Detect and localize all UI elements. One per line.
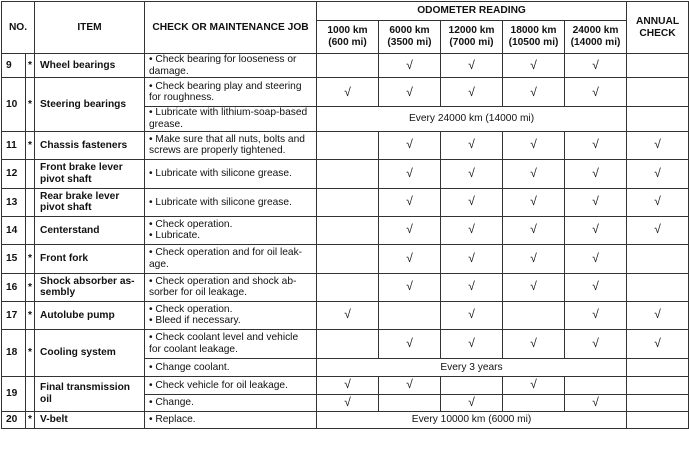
row-star: * <box>26 301 35 329</box>
check-mark-icon: √ <box>406 84 413 99</box>
check-mark-icon: √ <box>592 394 599 409</box>
row-number: 9 <box>2 54 26 78</box>
check-mark-icon: √ <box>592 137 599 152</box>
interval-cell <box>565 394 627 411</box>
row-star <box>26 159 35 188</box>
row-job-line: • Check vehicle for oil leakage. <box>149 379 288 391</box>
check-mark-icon: √ <box>406 57 413 72</box>
check-mark-icon: √ <box>468 222 475 237</box>
row-item <box>35 188 145 216</box>
annual-cell <box>627 376 689 394</box>
interval-cell <box>317 329 379 358</box>
check-mark-icon: √ <box>468 307 475 322</box>
row-number: 11 <box>2 131 26 159</box>
row-job-line: • Check operation and shock ab- <box>149 275 297 287</box>
row-number: 17 <box>2 301 26 329</box>
table-row <box>2 188 689 216</box>
row-job-line: • Check coolant level and vehicle <box>149 332 299 344</box>
header-interval-line: (10500 mi) <box>508 37 559 48</box>
header-odometer: ODOMETER READING <box>317 2 627 21</box>
header-interval-line: 6000 km <box>389 25 430 37</box>
row-star: * <box>26 131 35 159</box>
row-job <box>145 411 317 428</box>
check-mark-icon: √ <box>530 84 537 99</box>
interval-cell <box>317 78 379 107</box>
row-job-line: sorber for oil leakage. <box>149 287 247 299</box>
interval-cell <box>441 216 503 244</box>
row-number: 13 <box>2 188 26 216</box>
interval-cell <box>503 188 565 216</box>
interval-cell <box>565 54 627 78</box>
check-mark-icon: √ <box>530 250 537 265</box>
check-mark-icon: √ <box>654 222 661 237</box>
check-mark-icon: √ <box>344 84 351 99</box>
check-mark-icon: √ <box>654 307 661 322</box>
header-annual-line: CHECK <box>639 27 676 39</box>
row-job-line: • Check operation. <box>149 218 233 230</box>
header-interval-line: (7000 mi) <box>449 37 494 48</box>
interval-cell <box>379 244 441 273</box>
interval-cell <box>317 216 379 244</box>
check-mark-icon: √ <box>654 335 661 350</box>
check-mark-icon: √ <box>468 250 475 265</box>
row-item <box>35 78 145 131</box>
row-job-line: • Lubricate with silicone grease. <box>149 168 292 180</box>
header-interval-line: 18000 km <box>510 25 557 37</box>
row-item-line: pivot shaft <box>40 173 92 185</box>
header-interval-line: (3500 mi) <box>387 37 432 48</box>
check-mark-icon: √ <box>468 279 475 294</box>
row-item-line: Front brake lever <box>40 162 123 174</box>
annual-cell <box>627 273 689 301</box>
interval-cell <box>441 244 503 273</box>
row-job-line: • Lubricate with lithium-soap-based <box>149 107 308 119</box>
row-star <box>26 188 35 216</box>
interval-cell <box>565 216 627 244</box>
check-mark-icon: √ <box>592 194 599 209</box>
interval-cell <box>379 159 441 188</box>
row-number: 12 <box>2 159 26 188</box>
row-star: * <box>26 273 35 301</box>
row-job-line: • Check operation and for oil leak- <box>149 247 303 259</box>
row-item-line: Chassis fasteners <box>40 139 128 151</box>
row-star: * <box>26 411 35 428</box>
check-mark-icon: √ <box>654 165 661 180</box>
interval-cell <box>379 216 441 244</box>
check-mark-icon: √ <box>468 335 475 350</box>
header-annual <box>627 2 689 54</box>
table-row <box>2 54 689 78</box>
check-mark-icon: √ <box>530 222 537 237</box>
check-mark-icon: √ <box>406 279 413 294</box>
annual-cell <box>627 216 689 244</box>
row-item <box>35 329 145 376</box>
row-star: * <box>26 54 35 78</box>
row-item-line: Shock absorber as- <box>40 275 135 287</box>
row-job-line: age. <box>149 258 169 270</box>
row-job-line: for roughness. <box>149 92 215 104</box>
row-number: 14 <box>2 216 26 244</box>
interval-cell <box>565 376 627 394</box>
header-annual-line: ANNUAL <box>636 15 680 27</box>
interval-cell <box>441 159 503 188</box>
interval-cell <box>503 54 565 78</box>
header-no: NO. <box>2 2 35 54</box>
annual-cell <box>627 301 689 329</box>
interval-cell <box>317 244 379 273</box>
check-mark-icon: √ <box>344 394 351 409</box>
row-job <box>145 376 317 394</box>
table-row <box>2 131 689 159</box>
row-job <box>145 131 317 159</box>
row-job <box>145 301 317 329</box>
check-mark-icon: √ <box>468 57 475 72</box>
row-job-line: • Check bearing play and steering <box>149 80 302 92</box>
check-mark-icon: √ <box>530 137 537 152</box>
interval-cell <box>379 394 441 411</box>
table-row <box>2 78 689 107</box>
row-job <box>145 358 317 376</box>
check-mark-icon: √ <box>468 165 475 180</box>
header-interval <box>565 21 627 54</box>
row-job-line: grease. <box>149 119 183 131</box>
row-item-line: Centerstand <box>40 224 100 236</box>
interval-cell <box>441 394 503 411</box>
header-interval-line: (600 mi) <box>328 37 367 48</box>
row-job-line: • Replace. <box>149 414 196 426</box>
interval-cell <box>503 394 565 411</box>
row-item <box>35 273 145 301</box>
interval-cell <box>379 301 441 329</box>
row-job-line: damage. <box>149 65 189 77</box>
row-item <box>35 411 145 428</box>
interval-cell <box>379 131 441 159</box>
check-mark-icon: √ <box>530 165 537 180</box>
row-star <box>26 376 35 411</box>
annual-cell <box>627 188 689 216</box>
row-item-line: V-belt <box>40 414 68 426</box>
interval-cell <box>441 188 503 216</box>
interval-cell <box>317 301 379 329</box>
row-job-line: • Check operation. <box>149 303 233 315</box>
interval-cell <box>503 376 565 394</box>
interval-span: Every 10000 km (6000 mi) <box>317 411 627 428</box>
interval-cell <box>503 159 565 188</box>
row-item-line: Rear brake lever <box>40 190 120 202</box>
interval-cell <box>379 273 441 301</box>
interval-cell <box>503 329 565 358</box>
table-row <box>2 376 689 394</box>
row-item <box>35 159 145 188</box>
row-job <box>145 188 317 216</box>
row-job-line: • Change. <box>149 397 194 409</box>
row-job <box>145 329 317 358</box>
check-mark-icon: √ <box>530 279 537 294</box>
interval-span: Every 3 years <box>317 358 627 376</box>
interval-cell <box>317 131 379 159</box>
check-mark-icon: √ <box>592 165 599 180</box>
check-mark-icon: √ <box>654 194 661 209</box>
check-mark-icon: √ <box>530 194 537 209</box>
interval-cell <box>565 244 627 273</box>
annual-cell <box>627 244 689 273</box>
row-star <box>26 216 35 244</box>
interval-cell <box>441 78 503 107</box>
interval-cell <box>379 54 441 78</box>
row-item <box>35 301 145 329</box>
table-row <box>2 159 689 188</box>
row-job-line: for coolant leakage. <box>149 343 238 355</box>
check-mark-icon: √ <box>344 377 351 392</box>
check-mark-icon: √ <box>592 307 599 322</box>
interval-cell <box>441 273 503 301</box>
row-job-line: • Bleed if necessary. <box>149 315 241 327</box>
interval-cell <box>565 131 627 159</box>
check-mark-icon: √ <box>406 222 413 237</box>
table-row <box>2 216 689 244</box>
row-item-line: pivot shaft <box>40 202 92 214</box>
header-interval-line: 24000 km <box>572 25 619 37</box>
annual-cell <box>627 394 689 411</box>
check-mark-icon: √ <box>406 335 413 350</box>
row-star: * <box>26 244 35 273</box>
row-job-line: • Lubricate. <box>149 230 201 242</box>
check-mark-icon: √ <box>406 250 413 265</box>
row-item-line: Autolube pump <box>40 309 115 321</box>
interval-cell <box>317 188 379 216</box>
row-item <box>35 131 145 159</box>
row-job <box>145 78 317 107</box>
header-item: ITEM <box>35 2 145 54</box>
row-item-line: sembly <box>40 287 76 299</box>
check-mark-icon: √ <box>468 394 475 409</box>
interval-cell <box>379 329 441 358</box>
row-job <box>145 54 317 78</box>
annual-cell <box>627 107 689 131</box>
table-row <box>2 273 689 301</box>
row-job-line: • Lubricate with silicone grease. <box>149 196 292 208</box>
row-item <box>35 54 145 78</box>
row-star: * <box>26 329 35 376</box>
interval-cell <box>379 188 441 216</box>
check-mark-icon: √ <box>406 377 413 392</box>
interval-cell <box>379 376 441 394</box>
row-number: 20 <box>2 411 26 428</box>
header-interval <box>503 21 565 54</box>
interval-cell <box>441 376 503 394</box>
check-mark-icon: √ <box>654 137 661 152</box>
row-star: * <box>26 78 35 131</box>
row-item-line: Final transmission <box>40 382 131 394</box>
row-job <box>145 159 317 188</box>
check-mark-icon: √ <box>344 307 351 322</box>
check-mark-icon: √ <box>592 335 599 350</box>
interval-cell <box>317 54 379 78</box>
check-mark-icon: √ <box>468 137 475 152</box>
header-job: CHECK OR MAINTENANCE JOB <box>145 2 317 54</box>
row-number: 10 <box>2 78 26 131</box>
header-interval <box>441 21 503 54</box>
row-job <box>145 244 317 273</box>
annual-cell <box>627 78 689 107</box>
check-mark-icon: √ <box>592 57 599 72</box>
interval-cell <box>565 78 627 107</box>
row-job <box>145 273 317 301</box>
header-interval-line: 1000 km <box>327 25 368 37</box>
interval-cell <box>503 131 565 159</box>
row-item-line: Cooling system <box>40 347 116 359</box>
check-mark-icon: √ <box>592 250 599 265</box>
table-row <box>2 301 689 329</box>
interval-cell <box>441 54 503 78</box>
interval-cell <box>503 216 565 244</box>
check-mark-icon: √ <box>530 335 537 350</box>
row-job-line: screws are properly tightened. <box>149 145 286 157</box>
header-interval-line: 12000 km <box>448 25 495 37</box>
row-job <box>145 216 317 244</box>
row-item-line: Front fork <box>40 253 89 265</box>
interval-cell <box>503 273 565 301</box>
interval-cell <box>503 244 565 273</box>
row-item <box>35 244 145 273</box>
annual-cell <box>627 358 689 376</box>
row-number: 15 <box>2 244 26 273</box>
check-mark-icon: √ <box>592 279 599 294</box>
row-job-line: • Make sure that all nuts, bolts and <box>149 133 305 145</box>
interval-cell <box>379 78 441 107</box>
annual-cell <box>627 159 689 188</box>
row-number: 18 <box>2 329 26 376</box>
annual-cell <box>627 131 689 159</box>
header-interval <box>379 21 441 54</box>
check-mark-icon: √ <box>406 165 413 180</box>
interval-cell <box>503 301 565 329</box>
interval-cell <box>565 273 627 301</box>
table-row <box>2 329 689 358</box>
row-item-line: oil <box>40 393 52 405</box>
header-interval <box>317 21 379 54</box>
check-mark-icon: √ <box>468 84 475 99</box>
row-item-line: Steering bearings <box>40 98 127 110</box>
interval-cell <box>441 329 503 358</box>
interval-cell <box>565 301 627 329</box>
row-number: 16 <box>2 273 26 301</box>
interval-cell <box>441 131 503 159</box>
check-mark-icon: √ <box>406 137 413 152</box>
annual-cell <box>627 411 689 428</box>
row-job-line: • Change coolant. <box>149 361 230 373</box>
row-job-line: • Check bearing for looseness or <box>149 54 297 65</box>
row-item <box>35 216 145 244</box>
row-job <box>145 394 317 411</box>
annual-cell <box>627 54 689 78</box>
header-interval-line: (14000 mi) <box>570 37 621 48</box>
interval-cell <box>317 376 379 394</box>
row-item-line: Wheel bearings <box>40 59 116 71</box>
check-mark-icon: √ <box>530 377 537 392</box>
check-mark-icon: √ <box>592 84 599 99</box>
interval-cell <box>317 273 379 301</box>
interval-cell <box>317 159 379 188</box>
row-job <box>145 107 317 131</box>
interval-cell <box>317 394 379 411</box>
interval-span: Every 24000 km (14000 mi) <box>317 107 627 131</box>
interval-cell <box>565 188 627 216</box>
check-mark-icon: √ <box>406 194 413 209</box>
maintenance-table <box>1 1 689 429</box>
interval-cell <box>565 159 627 188</box>
annual-cell <box>627 329 689 358</box>
interval-cell <box>441 301 503 329</box>
check-mark-icon: √ <box>468 194 475 209</box>
row-number: 19 <box>2 376 26 411</box>
interval-cell <box>565 329 627 358</box>
table-row <box>2 244 689 273</box>
check-mark-icon: √ <box>530 57 537 72</box>
row-item <box>35 376 145 411</box>
table-row <box>2 411 689 428</box>
check-mark-icon: √ <box>592 222 599 237</box>
interval-cell <box>503 78 565 107</box>
